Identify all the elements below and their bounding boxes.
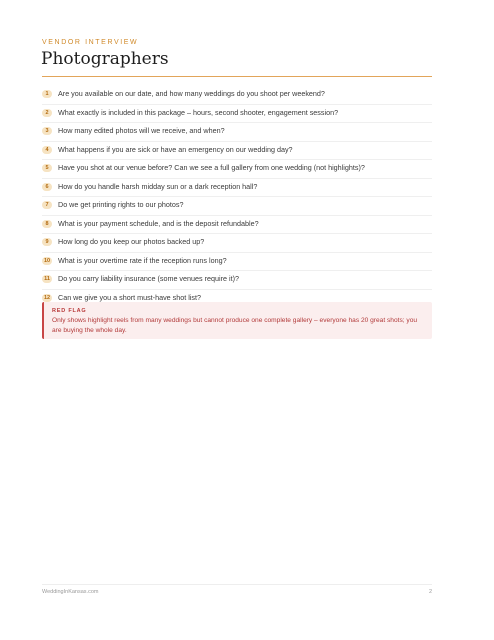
question-item xyxy=(42,123,432,142)
section-eyebrow: VENDOR INTERVIEW xyxy=(42,39,139,46)
title-divider xyxy=(42,76,432,77)
question-text: Are you available on our date, and how many weddings do you shoot per weekend? xyxy=(58,89,325,98)
question-number-badge: 9 xyxy=(42,238,52,246)
question-number-badge: 5 xyxy=(42,164,52,172)
page-number: 2 xyxy=(428,589,432,595)
question-number-badge: 10 xyxy=(43,257,51,264)
question-item xyxy=(42,234,432,253)
question-text: How many edited photos will we receive, and when? xyxy=(58,126,225,135)
question-text: How long do you keep our photos backed up? xyxy=(58,237,205,246)
red-flag-label: RED FLAG xyxy=(52,308,87,314)
footer-divider xyxy=(42,584,432,585)
question-number-badge: 2 xyxy=(42,109,52,117)
question-item xyxy=(42,105,432,124)
red-flag-text: Only shows highlight reels from many weddings but cannot produce one complete gallery – everyone has 20 great shots; you are buying the whole day. xyxy=(52,317,418,334)
red-flag-callout xyxy=(42,302,432,339)
page-title: Photographers xyxy=(41,49,169,69)
question-item xyxy=(42,160,432,179)
question-item xyxy=(42,271,432,290)
question-number-badge: 7 xyxy=(42,201,52,209)
question-list xyxy=(42,86,432,308)
question-text: Have you shot at our venue before? Can we see a full gallery from one wedding (not highlights)? xyxy=(58,163,365,172)
question-text: Can we give you a short must-have shot list? xyxy=(58,292,202,302)
question-number-badge: 3 xyxy=(42,127,52,135)
question-item xyxy=(42,142,432,161)
question-number-badge: 8 xyxy=(42,220,52,228)
question-text: What exactly is included in this package – hours, second shooter, engagement session? xyxy=(58,107,339,117)
question-number-badge: 12 xyxy=(43,294,51,301)
question-text: How do you handle harsh midday sun or a dark reception hall? xyxy=(58,181,258,191)
question-item xyxy=(42,197,432,216)
question-text: Do we get printing rights to our photos? xyxy=(58,200,184,209)
question-text: What is your overtime rate if the reception runs long? xyxy=(58,255,227,265)
question-item xyxy=(42,179,432,198)
question-number-badge: 4 xyxy=(42,146,52,154)
question-number-badge: 1 xyxy=(42,90,52,98)
question-text: What is your payment schedule, and is the deposit refundable? xyxy=(58,218,259,228)
question-number-badge: 11 xyxy=(42,275,52,283)
question-item xyxy=(42,86,432,105)
question-number-badge: 6 xyxy=(42,183,52,191)
question-item xyxy=(42,253,432,272)
question-text: Do you carry liability insurance (some venues require it)? xyxy=(58,274,239,283)
footer-site: WeddingInKansas.com xyxy=(42,589,99,595)
question-text: What happens if you are sick or have an emergency on our wedding day? xyxy=(58,144,293,154)
question-item xyxy=(42,216,432,235)
